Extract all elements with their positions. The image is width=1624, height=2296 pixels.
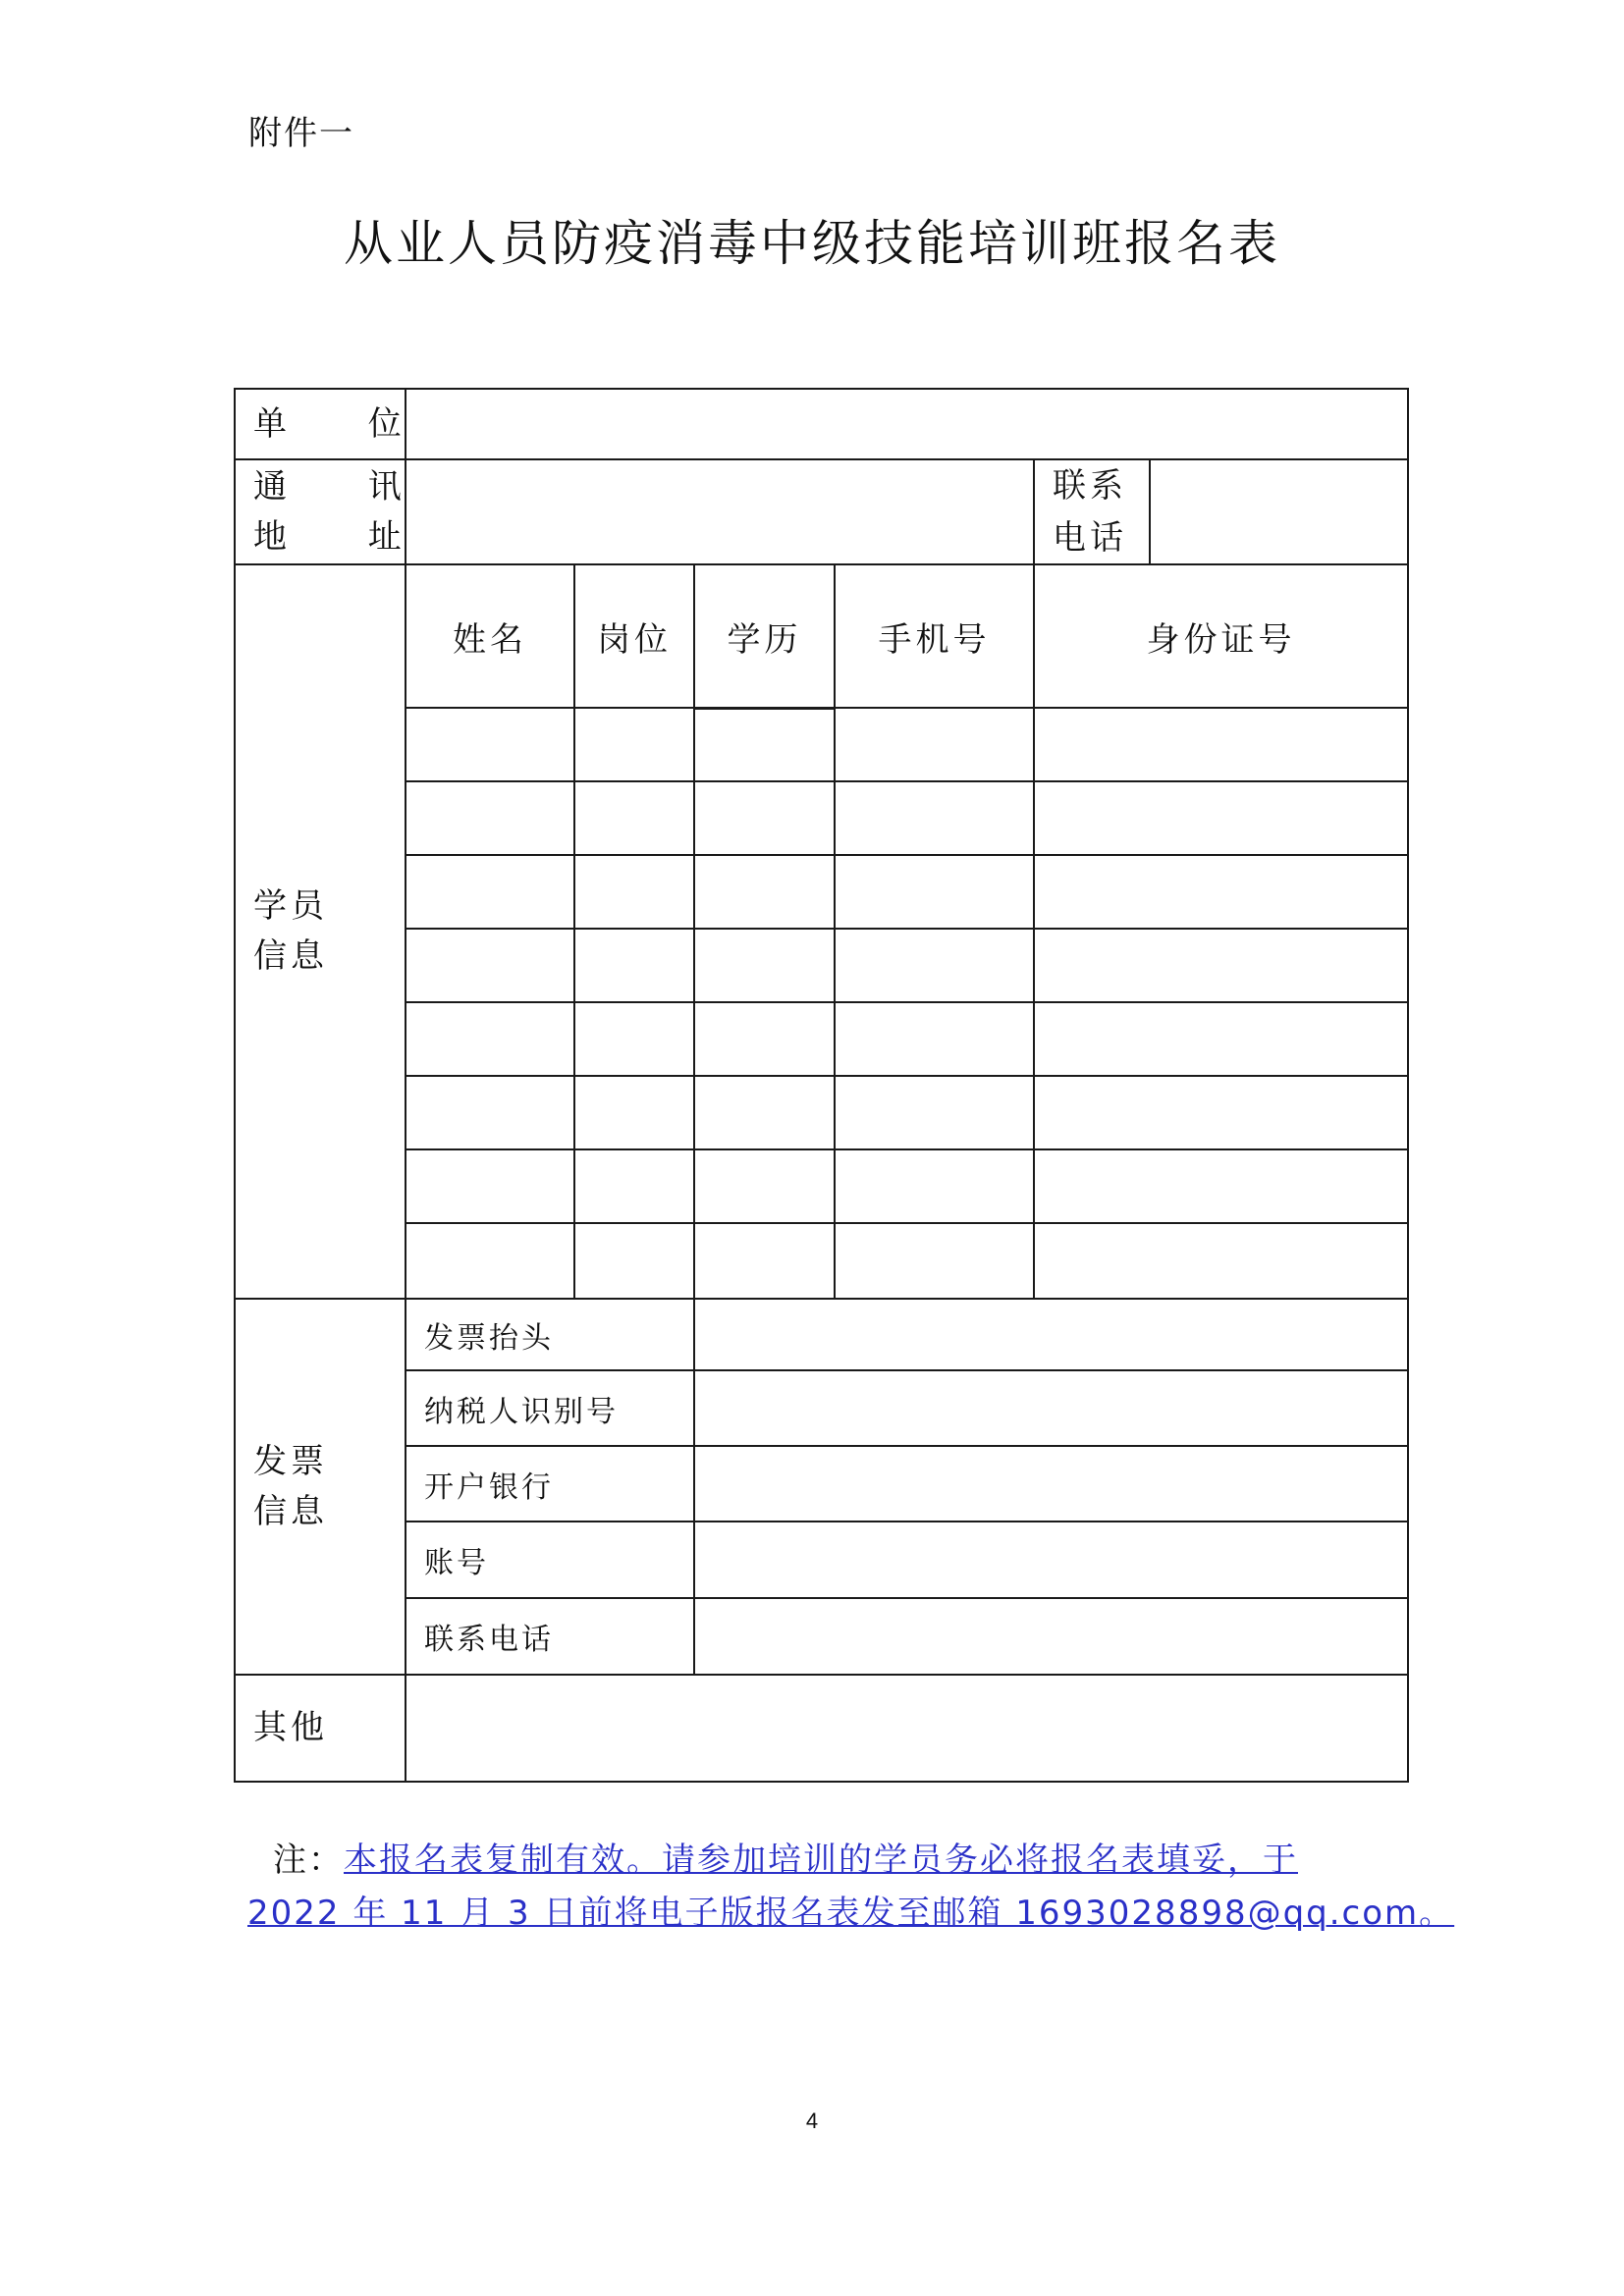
- invoice-phone-label: 联系电话: [406, 1598, 694, 1675]
- registration-form: [234, 388, 1407, 1781]
- student-mobile-input[interactable]: [835, 1076, 1034, 1149]
- student-name-input[interactable]: [406, 1149, 574, 1223]
- unit-label-cell: [235, 389, 437, 459]
- student-id-input[interactable]: [1034, 708, 1408, 781]
- student-id-input[interactable]: [1034, 855, 1408, 929]
- column-header-position: 岗位: [574, 564, 694, 708]
- footnote: [247, 1834, 1455, 1940]
- address-label-line1: 通 讯: [253, 466, 437, 507]
- student-mobile-input[interactable]: [835, 708, 1034, 781]
- student-section-label-line1: 学员: [253, 886, 328, 927]
- student-mobile-input[interactable]: [835, 855, 1034, 929]
- student-mobile-input[interactable]: [835, 781, 1034, 855]
- unit-label: 单 位: [253, 403, 437, 444]
- student-name-input[interactable]: [406, 781, 574, 855]
- student-education-input[interactable]: [694, 781, 835, 855]
- invoice-row-taxpayer: [235, 1370, 1408, 1446]
- student-id-input[interactable]: [1034, 781, 1408, 855]
- student-position-input[interactable]: [574, 781, 694, 855]
- table-row: [235, 1076, 1408, 1149]
- student-id-input[interactable]: [1034, 929, 1408, 1002]
- invoice-header-label: 发票抬头: [406, 1299, 694, 1370]
- taxpayer-id-input[interactable]: [694, 1370, 1408, 1446]
- invoice-row-bank: [235, 1446, 1408, 1522]
- column-header-id-number: 身份证号: [1034, 564, 1408, 708]
- other-row: [235, 1675, 1408, 1782]
- student-mobile-input[interactable]: [835, 1223, 1034, 1299]
- address-label-cell: [235, 459, 437, 564]
- student-education-input[interactable]: [694, 1223, 835, 1299]
- unit-input[interactable]: [406, 389, 1408, 459]
- invoice-section-label-line2: 信息: [253, 1491, 328, 1531]
- address-input[interactable]: [406, 459, 1034, 564]
- contact-phone-label-line1: 联系: [1053, 466, 1127, 506]
- student-name-input[interactable]: [406, 1076, 574, 1149]
- invoice-header-input[interactable]: [694, 1299, 1408, 1370]
- invoice-phone-input[interactable]: [694, 1598, 1408, 1675]
- student-mobile-input[interactable]: [835, 1149, 1034, 1223]
- registration-table: [234, 388, 1409, 1783]
- student-mobile-input[interactable]: [835, 929, 1034, 1002]
- footnote-link-line1[interactable]: 本报名表复制有效。请参加培训的学员务必将报名表填妥，于: [344, 1841, 1298, 1880]
- student-education-input[interactable]: [694, 929, 835, 1002]
- address-label-line2: 地 址: [253, 516, 437, 557]
- student-name-input[interactable]: [406, 1002, 574, 1076]
- other-label: 其他: [235, 1675, 406, 1782]
- table-row: [235, 1223, 1408, 1299]
- student-position-input[interactable]: [574, 1223, 694, 1299]
- table-row: [235, 781, 1408, 855]
- account-input[interactable]: [694, 1522, 1408, 1598]
- student-section-label-cell: [235, 564, 406, 1299]
- unit-row: [235, 389, 1408, 459]
- student-position-input[interactable]: [574, 1002, 694, 1076]
- student-mobile-input[interactable]: [835, 1002, 1034, 1076]
- student-position-input[interactable]: [574, 1076, 694, 1149]
- page-number: 4: [805, 2109, 819, 2133]
- student-name-input[interactable]: [406, 929, 574, 1002]
- table-row: [235, 708, 1408, 781]
- contact-phone-input[interactable]: [1150, 459, 1408, 564]
- account-label: 账号: [406, 1522, 694, 1598]
- invoice-section-label-line1: 发票: [253, 1441, 328, 1481]
- other-input[interactable]: [406, 1675, 1408, 1782]
- student-position-input[interactable]: [574, 855, 694, 929]
- table-row: [235, 1149, 1408, 1223]
- student-name-input[interactable]: [406, 855, 574, 929]
- footnote-line1-wrap: [247, 1841, 1298, 1880]
- student-education-input[interactable]: [694, 708, 835, 781]
- address-row: [235, 459, 1408, 564]
- student-education-input[interactable]: [694, 1002, 835, 1076]
- student-position-input[interactable]: [574, 708, 694, 781]
- student-section-label-line2: 信息: [253, 936, 328, 977]
- footnote-lead: 注：: [273, 1841, 344, 1880]
- column-header-name: 姓名: [406, 564, 574, 708]
- invoice-row-header: [235, 1299, 1408, 1370]
- table-row: [235, 855, 1408, 929]
- student-position-input[interactable]: [574, 929, 694, 1002]
- bank-label: 开户银行: [406, 1446, 694, 1522]
- invoice-row-account: [235, 1522, 1408, 1598]
- invoice-section-label-cell: [235, 1299, 406, 1675]
- student-header-row: [235, 564, 1408, 708]
- table-row: [235, 1002, 1408, 1076]
- student-position-input[interactable]: [574, 1149, 694, 1223]
- student-education-input[interactable]: [694, 1149, 835, 1223]
- bank-input[interactable]: [694, 1446, 1408, 1522]
- student-id-input[interactable]: [1034, 1002, 1408, 1076]
- invoice-row-phone: [235, 1598, 1408, 1675]
- column-header-education: 学历: [694, 564, 835, 708]
- contact-phone-label-line2: 电话: [1053, 517, 1127, 558]
- student-name-input[interactable]: [406, 1223, 574, 1299]
- taxpayer-id-label: 纳税人识别号: [406, 1370, 694, 1446]
- student-id-input[interactable]: [1034, 1223, 1408, 1299]
- student-education-input[interactable]: [694, 855, 835, 929]
- student-education-input[interactable]: [694, 1076, 835, 1149]
- contact-phone-label-cell: [1034, 459, 1150, 564]
- student-name-input[interactable]: [406, 708, 574, 781]
- column-header-mobile: 手机号: [835, 564, 1034, 708]
- page-title: 从业人员防疫消毒中级技能培训班报名表: [344, 215, 1280, 272]
- student-id-input[interactable]: [1034, 1149, 1408, 1223]
- footnote-link-line2[interactable]: 2022 年 11 月 3 日前将电子版报名表发至邮箱 1693028898@qq.com。: [247, 1894, 1455, 1933]
- attachment-label: 附件一: [248, 114, 354, 153]
- table-row: [235, 929, 1408, 1002]
- student-id-input[interactable]: [1034, 1076, 1408, 1149]
